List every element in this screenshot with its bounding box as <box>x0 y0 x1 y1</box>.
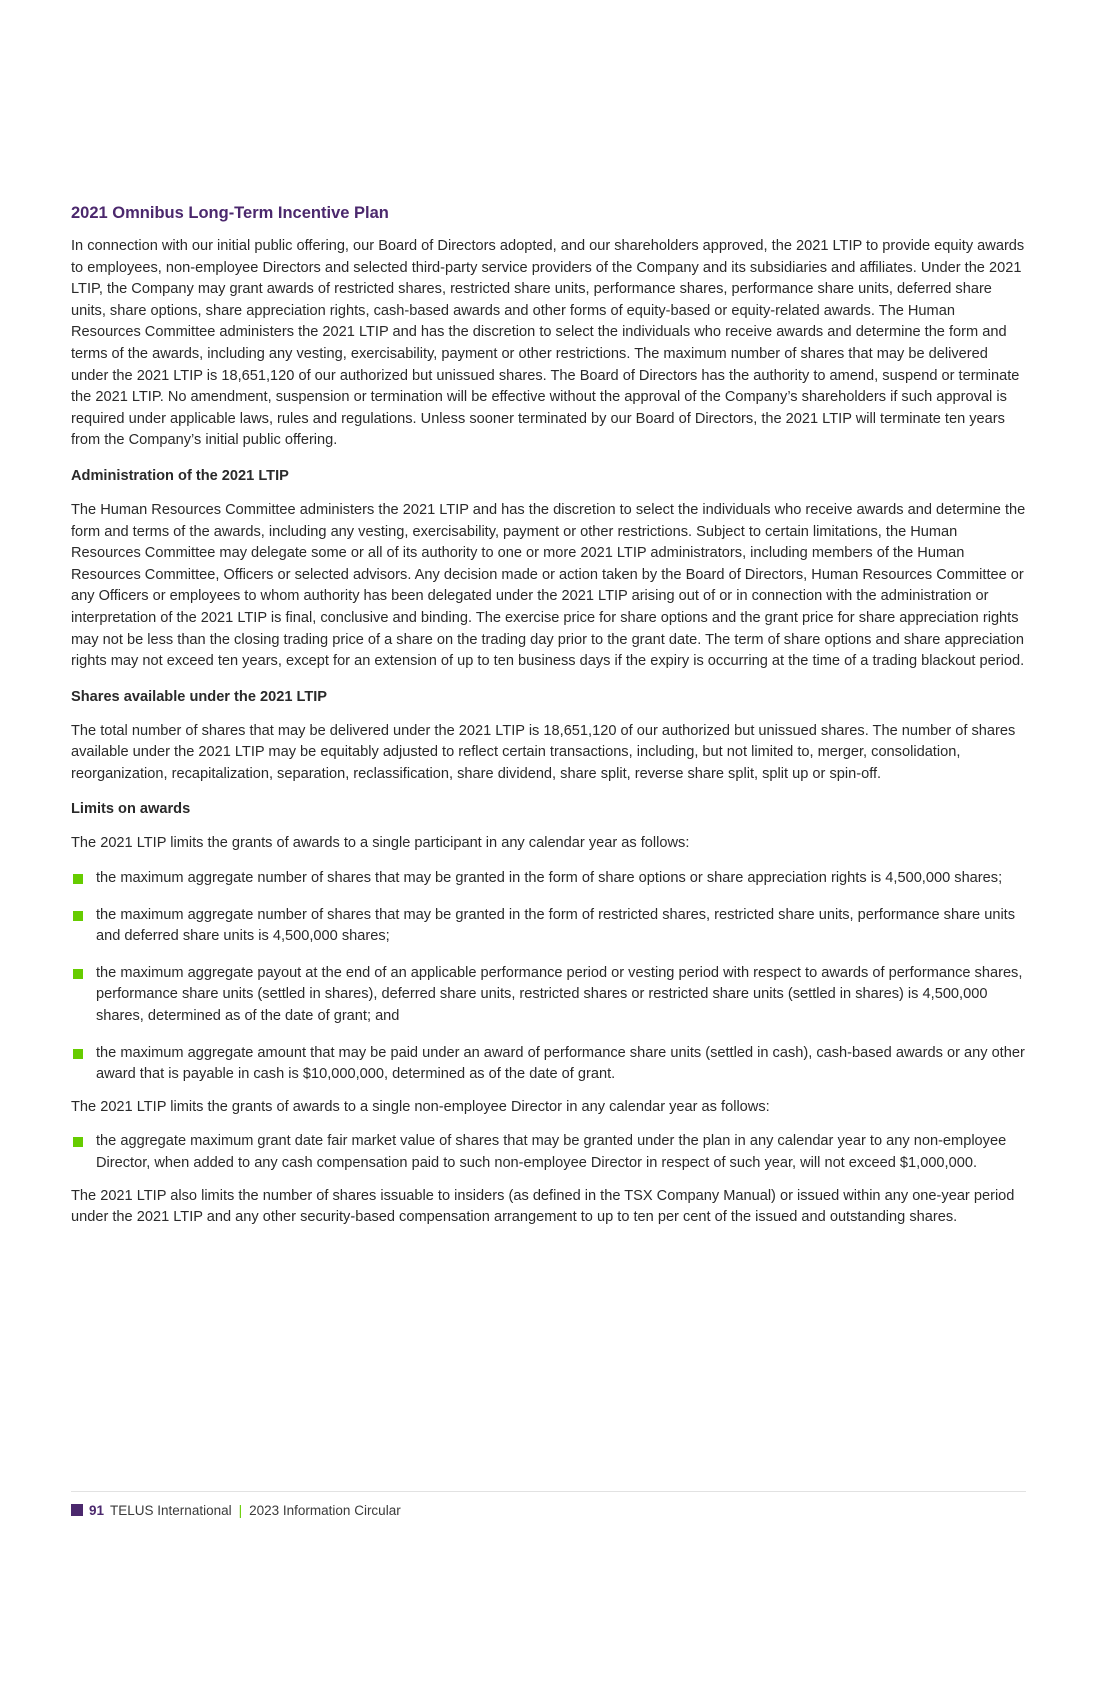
list-item <box>71 868 1026 890</box>
participant-limits-intro: The 2021 LTIP limits the grants of awards to a single participant in any calendar year as follows: <box>71 835 690 852</box>
administration-heading: Administration of the 2021 LTIP <box>71 467 289 484</box>
bullet-square-icon <box>73 969 83 979</box>
list-item-text: the maximum aggregate payout at the end of an applicable performance period or vesting period with respect to awards of performance shares, performance share units (settled in shares), deferred share units, restricted shares or restricted share units (settled in shares) is 4,500,000 shares, determined as of the date of grant; and <box>96 964 1023 1025</box>
bullet-square-icon <box>73 1049 83 1059</box>
bullet-square-icon <box>73 911 83 921</box>
footer-document-title: 2023 Information Circular <box>249 1502 401 1518</box>
page-footer <box>71 1501 401 1519</box>
footer-square-icon <box>71 1504 83 1516</box>
footer-company: TELUS International <box>110 1502 232 1518</box>
shares-available-paragraph: The total number of shares that may be delivered under the 2021 LTIP is 18,651,120 of our authorized but unissued shares. The number of shares available under the 2021 LTIP may be equitably adjusted to reflect certain transactions, including, but not limited to, merger, consolidation, reorganization, recapitalization, separation, reclassification, share dividend, share split, reverse share split, split up or spin-off. <box>71 722 1016 782</box>
bullet-square-icon <box>73 874 83 884</box>
section-title: 2021 Omnibus Long-Term Incentive Plan <box>71 204 389 222</box>
list-item <box>71 905 1026 948</box>
director-limits-intro: The 2021 LTIP limits the grants of awards to a single non-employee Director in any calendar year as follows: <box>71 1098 770 1115</box>
director-limits-list <box>71 1131 1026 1174</box>
list-item <box>71 963 1026 1028</box>
list-item <box>71 1043 1026 1086</box>
list-item-text: the maximum aggregate number of shares that may be granted in the form of share options or share appreciation rights is 4,500,000 shares; <box>96 870 1003 887</box>
list-item <box>71 1131 1026 1174</box>
page-number: 91 <box>89 1502 105 1518</box>
bullet-square-icon <box>73 1137 83 1147</box>
footer-divider <box>71 1491 1026 1492</box>
insider-limits-paragraph: The 2021 LTIP also limits the number of shares issuable to insiders (as defined in the TSX Company Manual) or issued within any one-year period under the 2021 LTIP and any other security-based compensation arrangement to up to ten per cent of the issued and outstanding shares. <box>71 1187 1015 1226</box>
shares-available-heading: Shares available under the 2021 LTIP <box>71 688 328 705</box>
participant-limits-list <box>71 868 1026 1086</box>
intro-paragraph: In connection with our initial public offering, our Board of Directors adopted, and our shareholders approved, the 2021 LTIP to provide equity awards to employees, non-employee Directors and selected third-party service providers of the Company and its subsidiaries and affiliates. Under the 2021 LTIP, the Company may grant awards of restricted shares, restricted share units, performance shares, performance share units, deferred share units, share options, share appreciation rights, cash-based awards and other forms of equity-based or equity-related awards. The Human Resources Committee administers the 2021 LTIP and has the discretion to select the individuals who receive awards and determine the form and terms of the awards, including any vesting, exercisability, payment or other restrictions. The maximum number of shares that may be delivered under the 2021 LTIP is 18,651,120 of our authorized but unissued shares. The Board of Directors has the authority to amend, suspend or terminate the 2021 LTIP. No amendment, suspension or termination will be effective without the approval of the Company’s shareholders if such approval is required under applicable laws, rules and regulations. Unless sooner terminated by our Board of Directors, the 2021 LTIP will terminate ten years from the Company’s initial public offering. <box>71 238 1025 449</box>
footer-separator: | <box>238 1502 243 1518</box>
administration-paragraph: The Human Resources Committee administers the 2021 LTIP and has the discretion to select the individuals who receive awards and determine the form and terms of the awards, including any vesting, exercisability, payment or other restrictions. Subject to certain limitations, the Human Resources Committee may delegate some or all of its authority to one or more 2021 LTIP administrators, including members of the Human Resources Committee, Officers or selected advisors. Any decision made or action taken by the Board of Directors, Human Resources Committee or any Officers or employees to whom authority has been delegated under the 2021 LTIP arising out of or in connection with the administration or interpretation of the 2021 LTIP is final, conclusive and binding. The exercise price for share options and the grant price for share appreciation rights may not be less than the closing trading price of a share on the trading day prior to the grant date. The term of share options and share appreciation rights may not exceed ten years, except for an extension of up to ten business days if the expiry is occurring at the time of a trading blackout period. <box>71 501 1026 670</box>
list-item-text: the aggregate maximum grant date fair market value of shares that may be granted under the plan in any calendar year to any non-employee Director, when added to any cash compensation paid to such non-employee Director in respect of such year, will not exceed $1,000,000. <box>96 1133 1007 1171</box>
list-item-text: the maximum aggregate amount that may be paid under an award of performance share units (settled in cash), cash-based awards or any other award that is payable in cash is $10,000,000, determined as of the date of grant. <box>96 1044 1025 1083</box>
document-page <box>71 202 1026 1242</box>
limits-heading: Limits on awards <box>71 801 191 818</box>
list-item-text: the maximum aggregate number of shares that may be granted in the form of restricted shares, restricted share units, performance share units and deferred share units is 4,500,000 shares; <box>96 906 1016 945</box>
